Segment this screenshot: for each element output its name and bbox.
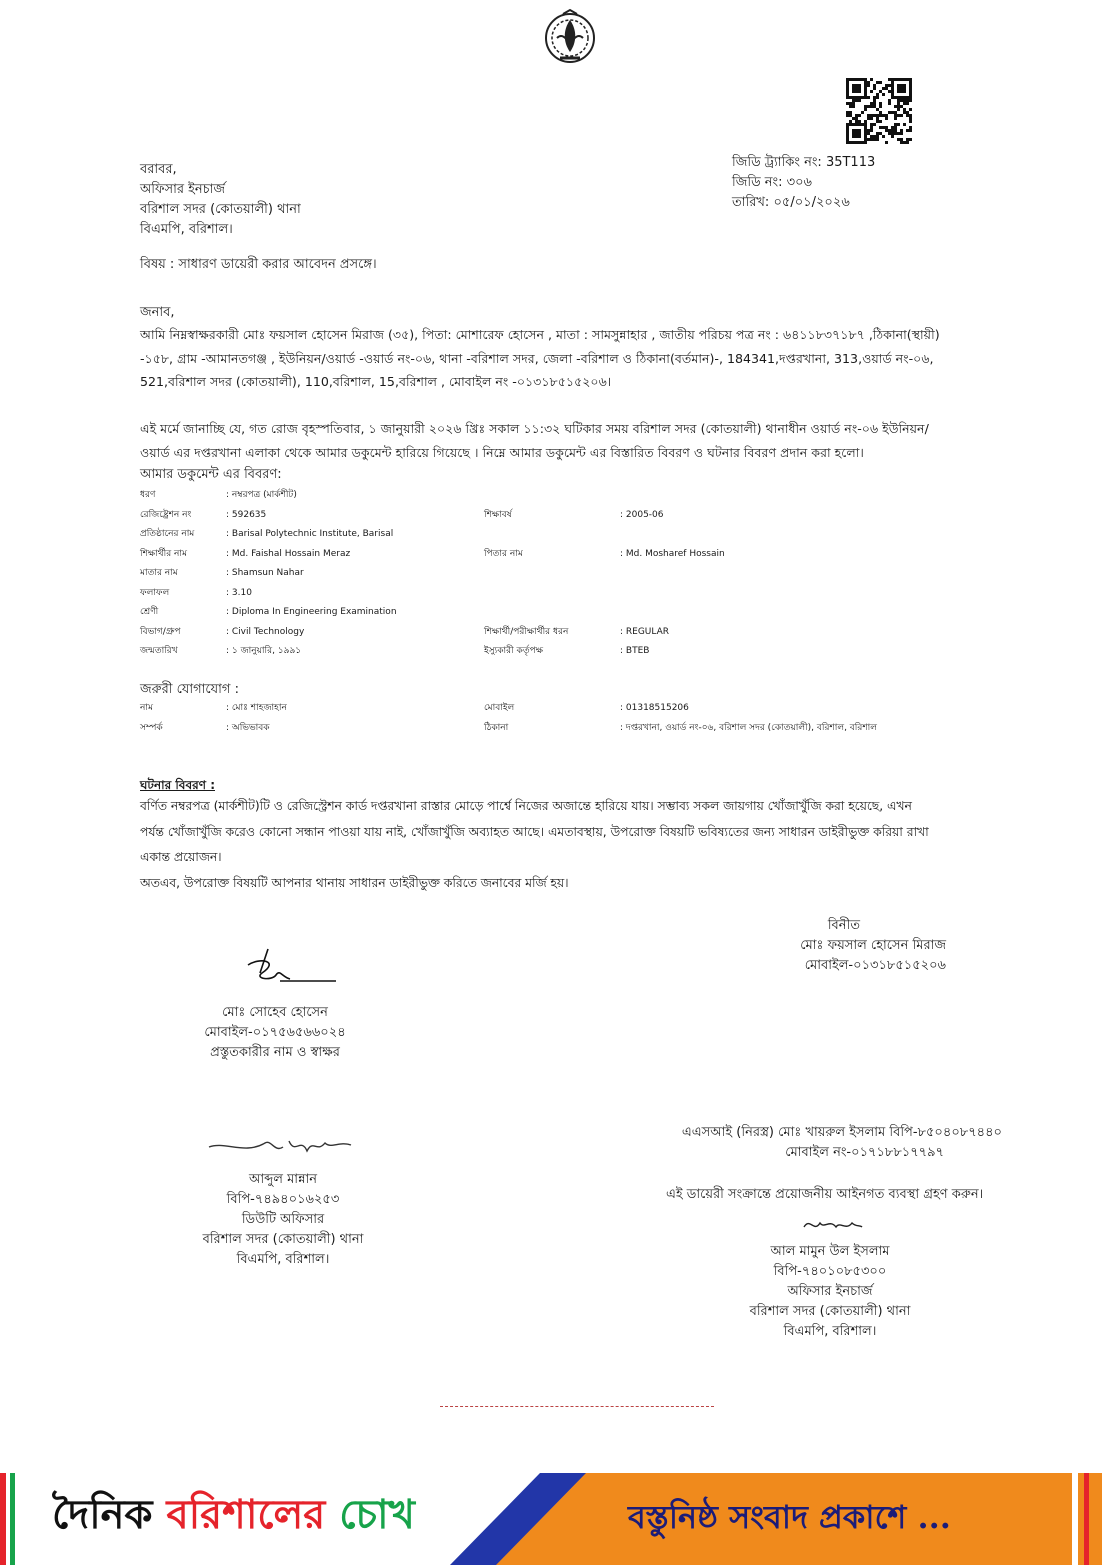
field-label <box>484 603 620 623</box>
gd-number: জিডি নং: ৩০৬ <box>732 175 812 190</box>
field-label <box>484 584 620 604</box>
field-label: ধরণ <box>140 490 156 500</box>
newspaper-banner <box>0 1473 1102 1565</box>
incident-paragraph <box>140 794 1025 896</box>
duty-officer-station: বরিশাল সদর (কোতয়ালী) থানা <box>202 1232 364 1247</box>
duty-officer-title: ডিউটি অফিসার <box>241 1212 325 1227</box>
field-label: শিক্ষাবর্ষ <box>484 509 512 520</box>
field-label: নাম <box>140 703 153 713</box>
table-row <box>140 506 1020 526</box>
field-value: : Shamsun Nahar <box>226 568 304 578</box>
field-label: ঠিকানা <box>484 722 509 733</box>
oc-bp: বিপি-৭৪০১০৮৫৩০০ <box>773 1264 887 1279</box>
applicant-signoff <box>790 916 946 976</box>
field-value: : BTEB <box>620 646 650 656</box>
field-value: : Civil Technology <box>226 626 305 637</box>
subject-line: বিষয় : সাধারণ ডায়েরী করার আবেদন প্রসঙ্গে। <box>140 257 377 272</box>
table-row <box>140 623 1020 643</box>
statement-paragraph <box>140 417 1025 464</box>
incident-line: বর্ণিত নম্বরপত্র (মার্কশীট)টি ও রেজিস্ট্রেশন কার্ড দপ্তরখানা রাস্তার মোড়ে পার্শ্বে নিজের অজান্তে হারিয়ে যায়। সম্ভাব্য সকল জায়গায় খোঁজাখুঁজি করা হয়েছে, এখন <box>140 799 912 813</box>
police-emblem-logo <box>543 8 597 68</box>
emergency-contact-table <box>140 699 1020 738</box>
field-label: মাতার নাম <box>140 568 178 578</box>
addressee-line: বিএমপি, বরিশাল। <box>140 222 233 237</box>
field-label: পিতার নাম <box>484 548 523 559</box>
closing-word: বিনীত <box>827 918 860 933</box>
table-row <box>140 642 1020 662</box>
gd-tracking-number: জিডি ট্র্যাকিং নং: 35T113 <box>732 155 876 170</box>
duty-officer-name: আব্দুল মান্নান <box>248 1172 318 1187</box>
table-row <box>140 719 1020 739</box>
field-label: ইস্যুকারী কর্তৃপক্ষ <box>484 646 543 656</box>
intro-line: 521,বরিশাল সদর (কোতয়ালী), 110,বরিশাল, 15,বরিশাল , মোবাইল নং -০১৩১৮৫১৫২০৬। <box>140 374 612 389</box>
officer-in-charge-block <box>730 1242 930 1342</box>
preparer-signature-icon <box>240 943 340 993</box>
field-label <box>484 564 620 584</box>
field-value <box>620 486 920 506</box>
table-row <box>140 486 1020 506</box>
field-value: : Barisal Polytechnic Institute, Barisal <box>226 529 394 539</box>
field-label: শিক্ষার্থী/পরীক্ষার্থীর ধরন <box>484 626 569 637</box>
incident-line: পর্যন্ত খোঁজাখুঁজি করেও কোনো সন্ধান পাওয়া যায় নাই, খোঁজাখুঁজি অব্যাহত আছে। এমতাবস্থায়, উপরোক্ত বিষয়টি ভবিষ্যতের জন্য সাধারন ডাইরীভুক্ত করিয়া রাখা <box>140 824 929 839</box>
field-value: : Diploma In Engineering Examination <box>226 607 397 617</box>
oc-name: আল মামুন উল ইসলাম <box>770 1244 890 1259</box>
duty-officer-unit: বিএমপি, বরিশাল। <box>236 1252 330 1267</box>
field-label <box>484 525 620 545</box>
intro-line: আমি নিম্নস্বাক্ষরকারী মোঃ ফয়সাল হোসেন মিরাজ (৩৫), পিতা: মোশারেফ হোসেন , মাতা : সামসুন্নাহার , জাতীয় পরিচয় পত্র নং : ৬৪১১৮৩৭১৮৭ ,ঠিকানা(স্থায়ী) <box>140 327 940 342</box>
field-value <box>620 584 920 604</box>
banner-tagline: বস্তুনিষ্ঠ সংবাদ প্রকাশে ... <box>628 1498 951 1536</box>
field-label: প্রতিষ্ঠানের নাম <box>140 529 195 539</box>
field-value: : REGULAR <box>620 626 670 637</box>
incident-line: একান্ত প্রয়োজন। <box>140 850 222 864</box>
officer-in-charge-signature-icon <box>800 1215 864 1235</box>
field-value: : মোঃ শাহজাহান <box>226 703 287 713</box>
field-label: শ্রেণী <box>140 607 159 617</box>
applicant-name: মোঃ ফয়সাল হোসেন মিরাজ <box>800 938 946 953</box>
field-value <box>620 564 920 584</box>
field-label: রেজিষ্ট্রেশন নং <box>140 509 192 520</box>
table-row <box>140 699 1020 719</box>
field-label: মোবাইল <box>484 703 515 713</box>
addressee-line: বরিশাল সদর (কোতয়ালী) থানা <box>140 202 301 217</box>
emergency-heading: জরুরী যোগাযোগ : <box>140 682 239 697</box>
table-row <box>140 525 1020 545</box>
field-value <box>620 525 920 545</box>
duty-officer-signature-icon <box>205 1133 355 1167</box>
field-value: : Md. Mosharef Hossain <box>620 548 725 559</box>
preparer-name: মোঃ সোহেব হোসেন <box>222 1005 328 1020</box>
document-details-table <box>140 486 1020 662</box>
gd-info-block <box>732 153 875 213</box>
banner-word-barishaler: বরিশালের <box>166 1491 326 1538</box>
field-value: : 01318515206 <box>620 703 689 713</box>
preparer-caption: প্রস্তুতকারীর নাম ও স্বাক্ষর <box>210 1045 340 1060</box>
field-label: শিক্ষার্থীর নাম <box>140 548 187 559</box>
preparer-mobile: মোবাইল-০১৭৫৬৫৬৬০২৪ <box>204 1025 346 1040</box>
applicant-mobile: মোবাইল-০১৩১৮৫১৫২০৬ <box>804 958 946 973</box>
field-value: : নম্বরপত্র (মার্কশীট) <box>226 490 297 500</box>
incident-line: অতএব, উপরোক্ত বিষয়টি আপনার থানায় সাধারন ডাইরীভুক্ত করিতে জনাবের মর্জি হয়। <box>140 875 569 890</box>
field-label: জন্মতারিখ <box>140 646 178 656</box>
field-value: : 592635 <box>226 509 267 520</box>
instruction-line: এই ডায়েরী সংক্রান্তে প্রয়োজনীয় আইনগত ব্যবস্থা গ্রহণ করুন। <box>666 1187 984 1202</box>
incident-heading: ঘটনার বিবরণ : <box>140 778 215 792</box>
field-value <box>620 603 920 623</box>
gd-date: তারিখ: ০৫/০১/২০২৬ <box>732 195 850 210</box>
oc-unit: বিএমপি, বরিশাল। <box>783 1324 877 1339</box>
asi-mobile: মোবাইল নং-০১৭১৮৮১৭৭৯৭ <box>785 1145 944 1160</box>
asi-block <box>668 1123 1002 1163</box>
field-label: ফলাফল <box>140 587 170 598</box>
table-row <box>140 603 1020 623</box>
table-row <box>140 584 1020 604</box>
intro-line: -১৫৮, গ্রাম -আমানতগঞ্জ , ইউনিয়ন/ওয়ার্ড -ওয়ার্ড নং-০৬, থানা -বরিশাল সদর, জেলা -বরিশাল ও ঠিকানা(বর্তমান)-, 184341,দপ্তরখানা, 313,ওয়ার্ড নং-০৬, <box>140 350 934 366</box>
banner-word-chokh: চোখ <box>339 1491 415 1538</box>
qr-code-icon <box>846 78 912 144</box>
field-value: : ১ জানুয়ারি, ১৯৯১ <box>226 646 302 656</box>
document-heading: আমার ডকুমেন্ট এর বিবরণ: <box>140 467 282 482</box>
duty-officer-bp: বিপি-৭৪৯৪০১৬২৫৩ <box>226 1192 340 1207</box>
addressee-line: বরাবর, <box>140 162 177 177</box>
field-value: : অভিভাবক <box>226 722 270 733</box>
banner-word-dainik: দৈনিক <box>52 1491 153 1538</box>
oc-station: বরিশাল সদর (কোতয়ালী) থানা <box>749 1304 911 1319</box>
field-label: বিভাগ/গ্রুপ <box>140 626 181 637</box>
field-value: : 3.10 <box>226 587 252 598</box>
statement-line: এই মর্মে জানাচ্ছি যে, গত রোজ বৃহস্পতিবার, ১ জানুয়ারী ২০২৬ খ্রিঃ সকাল ১১:৩২ ঘটিকার সময় বরিশাল সদর (কোতয়ালী) থানাধীন ওয়ার্ড নং-০৬ ইউনিয়ন/ <box>140 421 929 436</box>
asi-name: এএসআই (নিরস্ত্র) মোঃ খায়রুল ইসলাম বিপি-৮৫০৪০৮৭৪৪০ <box>681 1125 1002 1140</box>
field-value: : Md. Faishal Hossain Meraz <box>226 548 351 559</box>
field-label: সম্পর্ক <box>140 722 163 733</box>
oc-title: অফিসার ইনচার্জ <box>787 1284 873 1299</box>
preparer-block <box>180 1003 370 1063</box>
banner-title <box>52 1485 415 1545</box>
table-row <box>140 564 1020 584</box>
salutation: জনাব, <box>140 305 175 320</box>
intro-paragraph <box>140 323 1025 394</box>
field-label <box>484 486 620 506</box>
addressee-line: অফিসার ইনচার্জ <box>140 182 226 197</box>
field-value: : দপ্তরখানা, ওয়ার্ড নং-০৬, বরিশাল সদর (কোতয়ালী), বরিশাল, বরিশাল <box>620 722 877 733</box>
addressee-block <box>140 160 301 240</box>
footer-note-line <box>440 1406 714 1408</box>
statement-line: ওয়ার্ড এর দপ্তরখানা এলাকা থেকে আমার ডকুমেন্ট হারিয়ে গিয়েছে । নিম্নে আমার ডকুমেন্ট এর বিস্তারিত বিবরণ ও ঘটনার বিবরণ প্রদান করা হলো। <box>140 444 864 460</box>
duty-officer-block <box>185 1170 381 1270</box>
field-value: : 2005-06 <box>620 509 664 520</box>
table-row <box>140 545 1020 565</box>
